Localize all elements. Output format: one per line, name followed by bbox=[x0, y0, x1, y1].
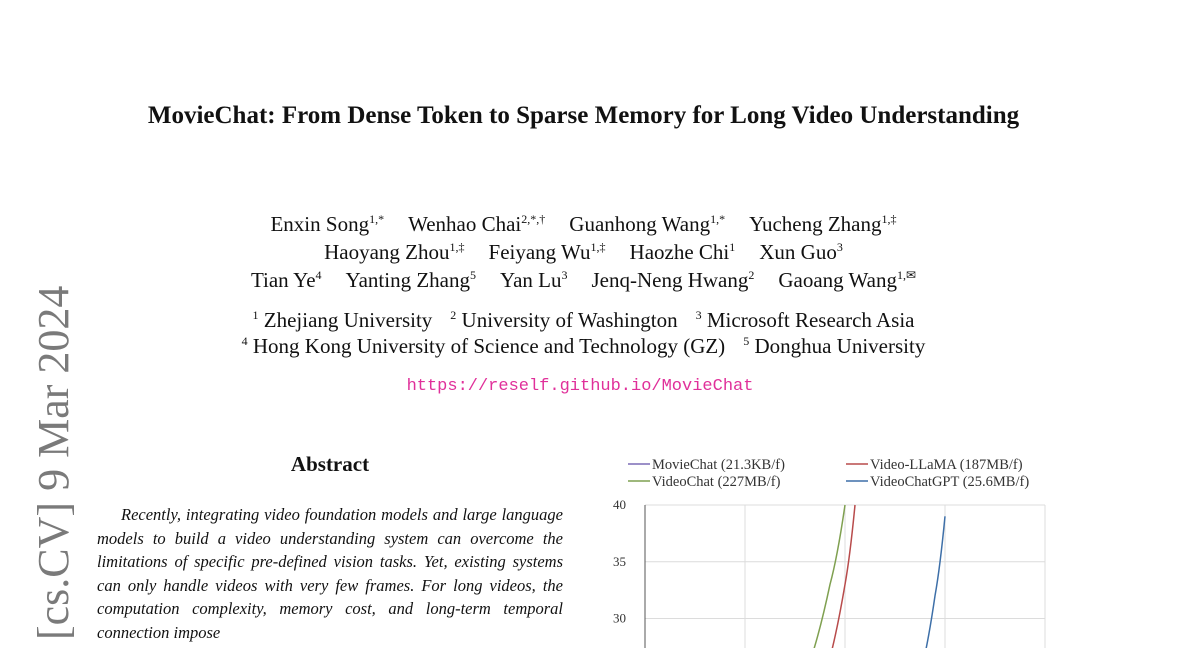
author-name bbox=[270, 212, 384, 236]
author-name-text: Gaoang Wang bbox=[778, 268, 897, 292]
legend-label: MovieChat (21.3KB/f) bbox=[652, 457, 785, 473]
affiliation bbox=[743, 334, 925, 358]
abstract-text bbox=[97, 503, 563, 644]
affiliation-row-1 bbox=[0, 308, 1167, 333]
author-affiliation-marker: 1,✉ bbox=[896, 268, 917, 282]
author-name bbox=[346, 268, 476, 292]
author-affiliation-marker: 3 bbox=[561, 268, 568, 282]
author-name-text: Xun Guo bbox=[759, 240, 837, 264]
author-name bbox=[489, 240, 606, 264]
author-row-3 bbox=[0, 268, 1167, 293]
author-row-1 bbox=[0, 212, 1167, 237]
affiliation bbox=[450, 308, 677, 332]
y-tick-label: 30 bbox=[613, 610, 626, 626]
affiliation-number: 1 bbox=[252, 308, 259, 322]
affiliation-name: Hong Kong University of Science and Technology (GZ) bbox=[247, 334, 726, 358]
legend-label: VideoChatGPT (25.6MB/f) bbox=[870, 474, 1030, 490]
affiliation-name: Microsoft Research Asia bbox=[701, 308, 915, 332]
author-name bbox=[500, 268, 567, 292]
series-line bbox=[800, 505, 855, 648]
legend-label: Video-LLaMA (187MB/f) bbox=[870, 457, 1023, 473]
author-name bbox=[778, 268, 916, 292]
author-affiliation-marker: 1,* bbox=[369, 212, 385, 226]
author-affiliation-marker: 2,*,† bbox=[521, 212, 546, 226]
author-name-text: Haoyang Zhou bbox=[324, 240, 450, 264]
legend-label: VideoChat (227MB/f) bbox=[652, 474, 781, 490]
affiliation bbox=[253, 308, 433, 332]
memory-usage-chart bbox=[600, 452, 1080, 648]
affiliation-name: Donghua University bbox=[749, 334, 926, 358]
project-url-link[interactable]: https://reself.github.io/MovieChat bbox=[406, 377, 754, 396]
abstract-heading: Abstract bbox=[290, 452, 370, 476]
author-affiliation-marker: 1,* bbox=[710, 212, 726, 226]
arxiv-stamp: [cs.CV] 9 Mar 2024 bbox=[29, 285, 78, 640]
y-tick-label: 40 bbox=[613, 497, 626, 512]
author-name bbox=[591, 268, 754, 292]
affiliation bbox=[696, 308, 915, 332]
affiliation-number: 4 bbox=[241, 334, 248, 348]
author-affiliation-marker: 2 bbox=[748, 268, 755, 282]
affiliation-name: Zhejiang University bbox=[258, 308, 433, 332]
author-name-text: Yanting Zhang bbox=[345, 268, 470, 292]
affiliation-name: University of Washington bbox=[456, 308, 678, 332]
author-name-text: Enxin Song bbox=[270, 212, 370, 236]
affiliation-row-2 bbox=[0, 334, 1167, 359]
author-name bbox=[749, 212, 896, 236]
author-affiliation-marker: 5 bbox=[470, 268, 476, 282]
author-name bbox=[251, 268, 322, 292]
affiliation-number: 5 bbox=[743, 334, 750, 348]
author-name-text: Yucheng Zhang bbox=[749, 212, 882, 236]
y-tick-label: 35 bbox=[613, 553, 626, 569]
paper-title: MovieChat: From Dense Token to Sparse Memory for Long Video Understanding bbox=[147, 102, 1020, 129]
abstract-paragraph: Recently, integrating video foundation models and large language models to build a video understanding system can overcome the limitations of specific pre-defined vision tasks. Yet, existing systems can only handle videos with very few frames. For long videos, the computation complexity, memory cost, and long-term temporal connection impose bbox=[97, 505, 563, 642]
author-row-2 bbox=[0, 240, 1167, 265]
author-name bbox=[630, 240, 736, 264]
author-name bbox=[759, 240, 843, 264]
author-name-text: Tian Ye bbox=[250, 268, 316, 292]
author-name bbox=[324, 240, 464, 264]
author-name bbox=[569, 212, 725, 236]
author-affiliation-marker: 1,‡ bbox=[881, 212, 897, 226]
author-name-text: Feiyang Wu bbox=[488, 240, 591, 264]
affiliation-number: 3 bbox=[695, 308, 702, 322]
author-affiliation-marker: 1,‡ bbox=[590, 240, 606, 254]
author-affiliation-marker: 4 bbox=[315, 268, 322, 282]
author-affiliation-marker: 3 bbox=[836, 240, 843, 254]
author-name-text: Jenq-Neng Hwang bbox=[591, 268, 749, 292]
series-line bbox=[895, 516, 945, 648]
author-affiliation-marker: 1 bbox=[729, 240, 736, 254]
affiliation-number: 2 bbox=[450, 308, 457, 322]
author-name-text: Wenhao Chai bbox=[408, 212, 522, 236]
author-name-text: Yan Lu bbox=[500, 268, 562, 292]
series-line bbox=[780, 505, 845, 648]
author-name bbox=[408, 212, 545, 236]
author-name-text: Haozhe Chi bbox=[629, 240, 730, 264]
author-name-text: Guanhong Wang bbox=[569, 212, 711, 236]
author-affiliation-marker: 1,‡ bbox=[449, 240, 465, 254]
affiliation bbox=[242, 334, 726, 358]
